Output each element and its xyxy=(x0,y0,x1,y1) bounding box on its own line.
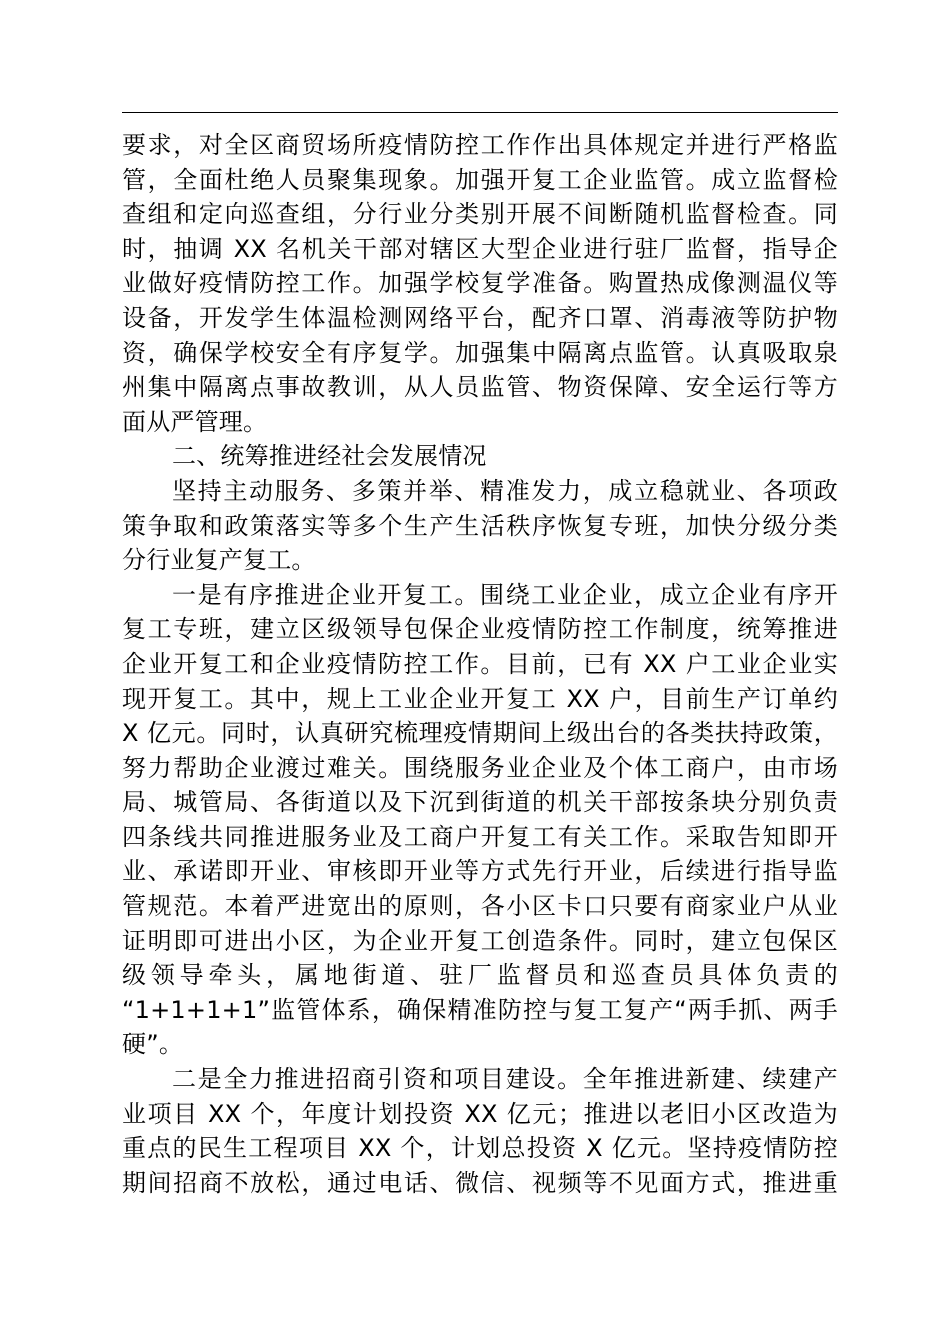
text-line: 资，确保学校安全有序复学。加强集中隔离点监管。认真吸取泉 xyxy=(122,338,838,367)
text-line: 硬”。 xyxy=(122,1030,184,1059)
text-line: 复工专班，建立区级领导包保企业疫情防控工作制度，统筹推进 xyxy=(122,615,838,644)
text-line: X 亿元。同时，认真研究梳理疫情期间上级出台的各类扶持政策， xyxy=(122,719,838,748)
text-line: 业、承诺即开业、审核即开业等方式先行开业，后续进行指导监 xyxy=(122,857,838,886)
document-body xyxy=(122,128,838,1200)
text-line: 州集中隔离点事故教训，从人员监管、物资保障、安全运行等方 xyxy=(122,373,838,402)
text-line: 级领导牵头，属地街道、驻厂监督员和巡查员具体负责的 xyxy=(122,961,838,990)
text-line: 期间招商不放松，通过电话、微信、视频等不见面方式，推进重 xyxy=(122,1168,838,1197)
text-line: 设备，开发学生体温检测网络平台，配齐口罩、消毒液等防护物 xyxy=(122,303,838,332)
text-line: 管，全面杜绝人员聚集现象。加强开复工企业监管。成立监督检 xyxy=(122,165,838,194)
text-line: 分行业复产复工。 xyxy=(122,546,316,575)
text-line: 重点的民生工程项目 XX 个，计划总投资 X 亿元。坚持疫情防控 xyxy=(122,1134,838,1163)
text-line: 四条线共同推进服务业及工商户开复工有关工作。采取告知即开 xyxy=(122,822,838,851)
text-line: 业项目 XX 个，年度计划投资 XX 亿元；推进以老旧小区改造为 xyxy=(122,1099,838,1128)
header-rule xyxy=(122,112,838,113)
text-line: 证明即可进出小区，为企业开复工创造条件。同时，建立包保区 xyxy=(122,926,838,955)
text-line: 局、城管局、各街道以及下沉到街道的机关干部按条块分别负责 xyxy=(122,788,838,817)
text-line: 要求，对全区商贸场所疫情防控工作作出具体规定并进行严格监 xyxy=(122,131,838,159)
text-line: 面从严管理。 xyxy=(122,407,268,436)
text-line: 管规范。本着严进宽出的原则，各小区卡口只要有商家业户从业 xyxy=(122,892,838,921)
text-line: 时，抽调 XX 名机关干部对辖区大型企业进行驻厂监督，指导企 xyxy=(122,234,838,263)
text-line: 企业开复工和企业疫情防控工作。目前，已有 XX 户工业企业实 xyxy=(122,649,838,678)
text-line: 一是有序推进企业开复工。围绕工业企业，成立企业有序开 xyxy=(172,580,838,609)
text-line: 现开复工。其中，规上工业企业开复工 XX 户，目前生产订单约 xyxy=(122,684,838,713)
text-line: 策争取和政策落实等多个生产生活秩序恢复专班，加快分级分类 xyxy=(122,511,838,540)
text-line: 二是全力推进招商引资和项目建设。全年推进新建、续建产 xyxy=(172,1065,838,1094)
text-line: 查组和定向巡查组，分行业分类别开展不间断随机监督检查。同 xyxy=(122,200,838,229)
text-line: 努力帮助企业渡过难关。围绕服务业企业及个体工商户，由市场 xyxy=(122,753,838,782)
text-line: 二、统筹推进经社会发展情况 xyxy=(172,442,487,471)
text-line: 坚持主动服务、多策并举、精准发力，成立稳就业、各项政 xyxy=(172,476,838,505)
text-line: “1+1+1+1”监管体系，确保精准防控与复工复产“两手抓、两手 xyxy=(122,995,838,1024)
text-line: 业做好疫情防控工作。加强学校复学准备。购置热成像测温仪等 xyxy=(122,269,838,298)
